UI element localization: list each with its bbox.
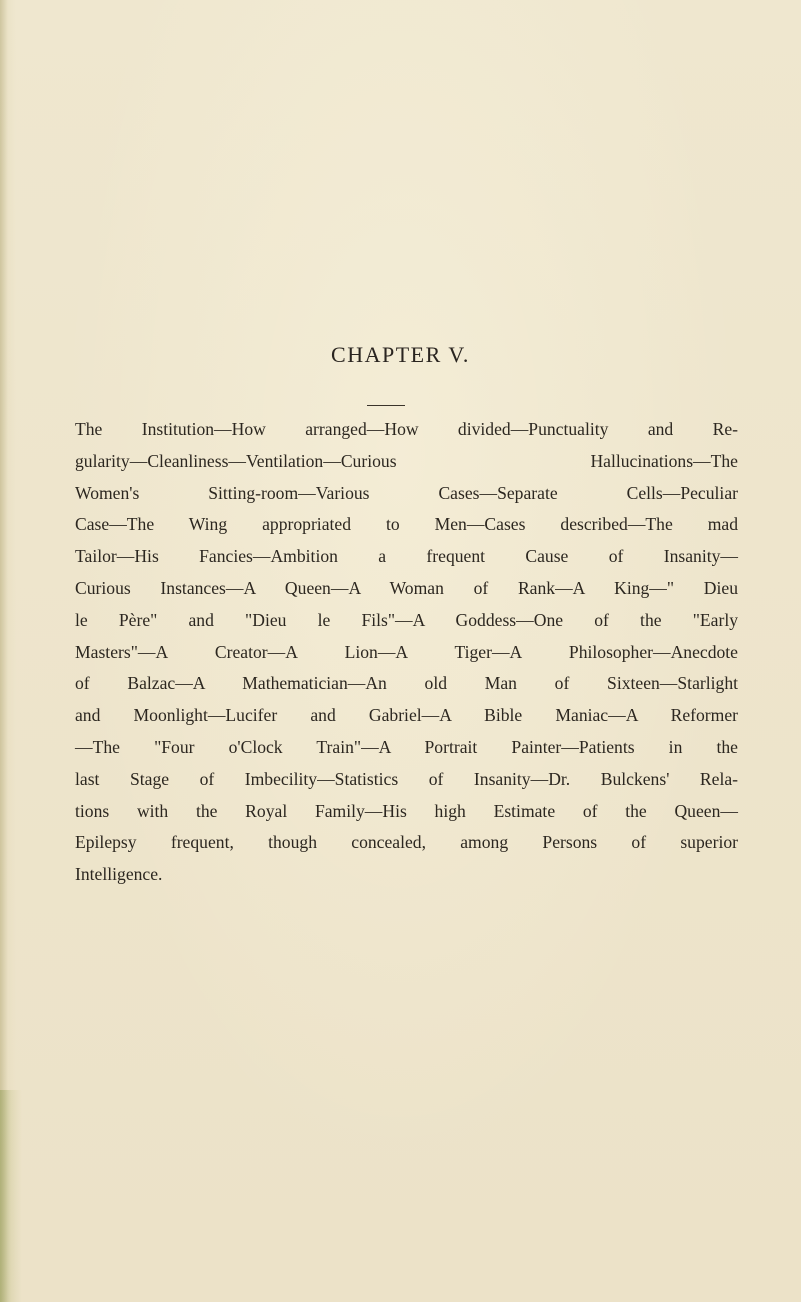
summary-line: —The "Four o'Clock Train"—A Portrait Painter—Patients in the: [75, 736, 738, 757]
summary-line: and Moonlight—Lucifer and Gabriel—A Bible Maniac—A Reformer: [75, 705, 738, 726]
chapter-title: CHAPTER V.: [331, 342, 470, 367]
summary-line: tions with the Royal Family—His high Estimate of the Queen—: [75, 800, 738, 821]
summary-line: Case—The Wing appropriated to Men—Cases described—The mad: [75, 514, 738, 535]
page-edge-stain: [0, 1090, 22, 1302]
summary-line: Epilepsy frequent, though concealed, among Persons of superior: [75, 832, 738, 853]
summary-line: The Institution—How arranged—How divided—Punctuality and Re-: [75, 419, 738, 439]
summary-line: Women's Sitting-room—Various Cases—Separate Cells—Peculiar: [75, 482, 738, 503]
summary-line: Intelligence.: [75, 864, 163, 885]
summary-line: le Père" and "Dieu le Fils"—A Goddess—One of the "Early: [75, 609, 738, 630]
summary-line: Curious Instances—A Queen—A Woman of Rank—A King—" Dieu: [75, 577, 738, 598]
summary-line: last Stage of Imbecility—Statistics of Insanity—Dr. Bulckens' Rela-: [75, 768, 738, 789]
title-divider: [367, 405, 405, 406]
summary-line: of Balzac—A Mathematician—An old Man of Sixteen—Starlight: [75, 673, 738, 694]
summary-line: Masters"—A Creator—A Lion—A Tiger—A Philosopher—Anecdote: [75, 641, 738, 662]
summary-line: Tailor—His Fancies—Ambition a frequent Cause of Insanity—: [75, 546, 738, 567]
summary-line: gularity—Cleanliness—Ventilation—Curious Hallucinations—The: [75, 450, 738, 471]
chapter-summary: [75, 414, 738, 891]
